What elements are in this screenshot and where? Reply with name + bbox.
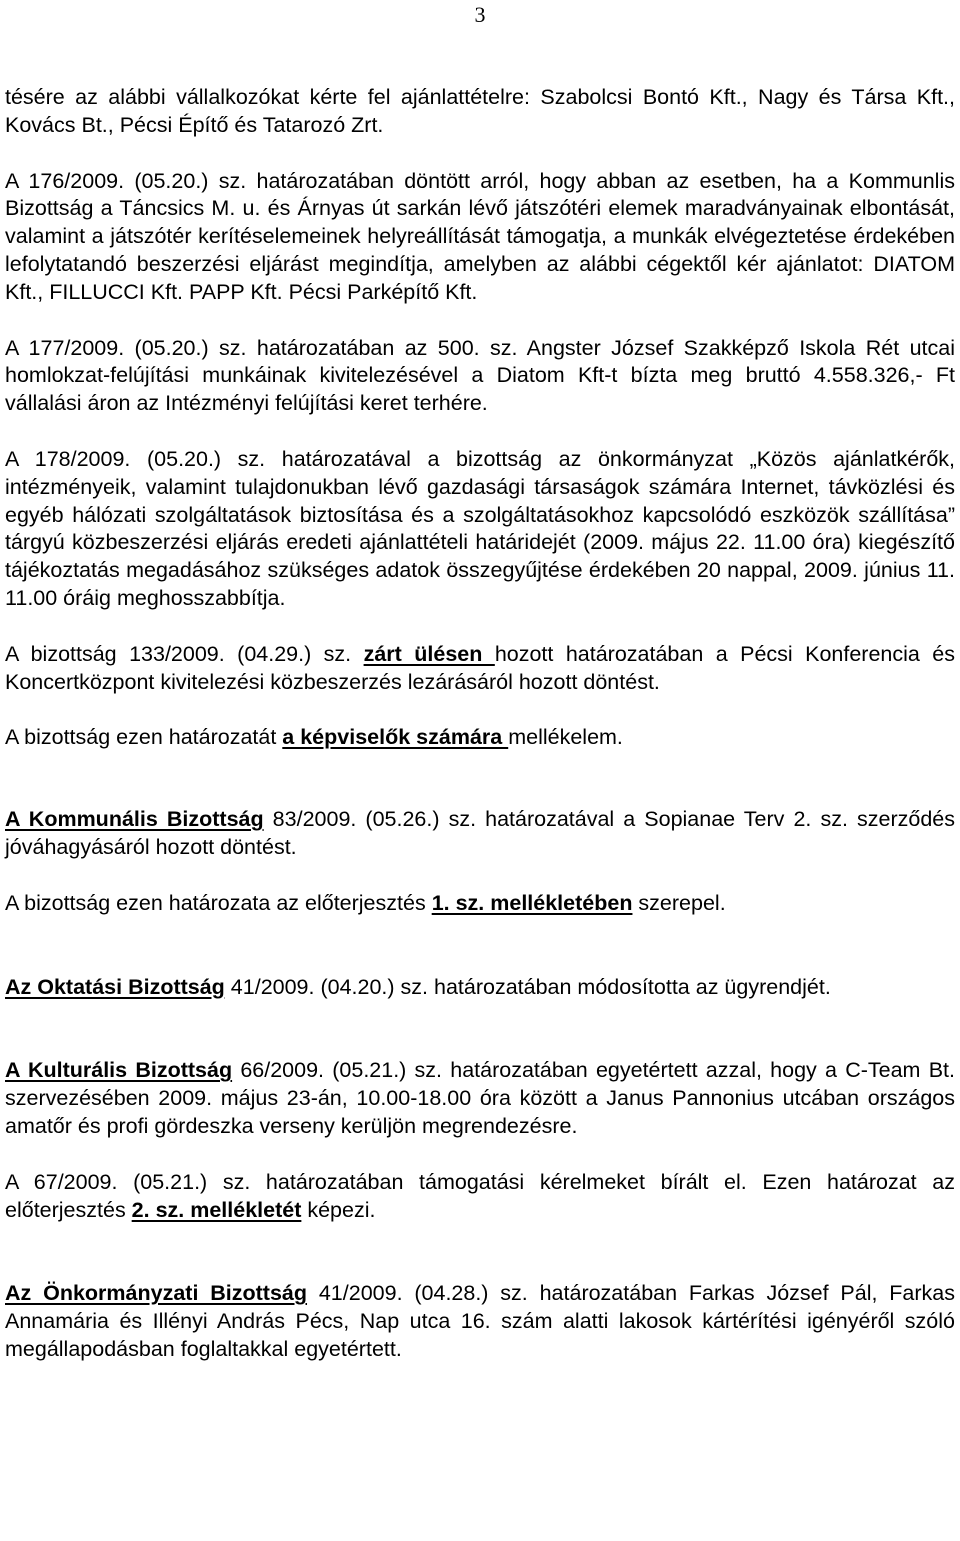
- text-span: 83/2009. (05.26.) sz. határozatával a Sopianae Terv 2. sz. szerződés jóváhagyásáról hozott döntést.: [5, 807, 955, 859]
- committee-heading: Az Önkormányzati Bizottság: [5, 1281, 308, 1306]
- text-span: hozott határozatában a Pécsi Konferencia és Koncertközpont kivitelezési közbeszerzés lezárásáról hozott döntést.: [5, 641, 956, 694]
- paragraph-municipal-committee: [5, 1280, 955, 1363]
- document-body: [5, 84, 955, 1364]
- paragraph-education-committee: [5, 974, 955, 1002]
- text-span: mellékelem.: [508, 725, 623, 750]
- committee-heading: Az Oktatási Bizottság: [5, 974, 225, 999]
- paragraph-resolution-133: [5, 641, 955, 697]
- paragraph-resolution-177: A 177/2009. (05.20.) sz. határozatában az 500. sz. Angster József Szakképző Iskola Rét utcai homlokzat-felújítási munkáinak kivitelezésével a Diatom Kft-t bízta meg bruttó 4.558.326,- Ft vállalási áron az Intézményi felújítási keret terhére.: [5, 335, 955, 416]
- page-number: 3: [474, 2, 486, 27]
- paragraph-communal-committee: [5, 806, 955, 862]
- representatives-label: a képviselők számára: [282, 725, 509, 750]
- text-span: 41/2009. (04.28.) sz. határozatában Farkas József Pál, Farkas Annamária és Illényi András Pécs, Nap utca 16. szám alatti lakosok kártérítési igényéről szóló megállapodásban foglaltakkal egyetértett.: [5, 1281, 955, 1361]
- attachment-ref: 1. sz. mellékletében: [431, 890, 633, 915]
- committee-heading: A Kulturális Bizottság: [5, 1058, 233, 1083]
- paragraph-cultural-committee: [5, 1057, 955, 1140]
- text-span: A 67/2009. (05.21.) sz. határozatában támogatási kérelmeket bírált el. Ezen határozat az előterjesztés: [5, 1169, 955, 1222]
- attachment-ref: 2. sz. mellékletét: [131, 1197, 302, 1222]
- paragraph-resolution-67: [5, 1169, 955, 1225]
- text-span: A bizottság ezen határozatát: [5, 725, 283, 750]
- paragraph-attachment-1: [5, 890, 955, 918]
- text-span: képezi.: [301, 1197, 376, 1222]
- paragraph-resolution-178: A 178/2009. (05.20.) sz. határozatával a bizottság az önkormányzat „Közös ajánlatkérők, intézményeik, valamint tulajdonukban lévő gazdasági társaságok számára Internet, távközlési és egyéb hálózati szolgáltatások biztosítása és a szolgáltatásokhoz kapcsolódó eszközök szállítása” tárgyú közbeszerzési eljárás eredeti ajánlattételi határidejét (2009. május 22. 11.00 óra) kiegészítő tájékoztatás megadásához szükséges adatok összegyűjtése érdekében 20 nappal, 2009. június 11. 11.00 óráig meghosszabbítja.: [5, 446, 955, 610]
- text-span: A bizottság ezen határozata az előterjesztés: [5, 890, 432, 915]
- closed-session-label: zárt ülésen: [363, 641, 495, 666]
- text-span: 66/2009. (05.21.) sz. határozatában egyetértett azzal, hogy a C-Team Bt. szervezésében 2009. május 23-án, 10.00-18.00 óra között a Janus Pannonius utcában országos amatőr és profi gördeszka verseny kerüljön megrendezésre.: [5, 1058, 955, 1138]
- paragraph-resolution-176: A 176/2009. (05.20.) sz. határozatában döntött arról, hogy abban az esetben, ha a Kommunlis Bizottság a Táncsics M. u. és Árnyas út sarkán lévő játszótéri elemek maradványainak elbontását, valamint a játszótér kerítéselemeinek helyreállítását támogatja, a munkák elvégeztetése érdekében lefolytatandó beszerzési eljárást megindítja, amelyben az alábbi cégektől kér ajánlatot: DIATOM Kft., FILLUCCI Kft. PAPP Kft. Pécsi Parképítő Kft.: [5, 168, 955, 304]
- text-span: A bizottság 133/2009. (04.29.) sz.: [5, 641, 364, 666]
- paragraph-tender-invitation: tésére az alábbi vállalkozókat kérte fel ajánlattételre: Szabolcsi Bontó Kft., Nagy és Társa Kft., Kovács Bt., Pécsi Építő és Tatarozó Zrt.: [5, 85, 955, 137]
- committee-heading: A Kommunális Bizottság: [5, 807, 264, 832]
- paragraph-attachment-note: [5, 724, 955, 752]
- text-span: szerepel.: [632, 890, 726, 915]
- text-span: 41/2009. (04.20.) sz. határozatában módosította az ügyrendjét.: [224, 974, 831, 999]
